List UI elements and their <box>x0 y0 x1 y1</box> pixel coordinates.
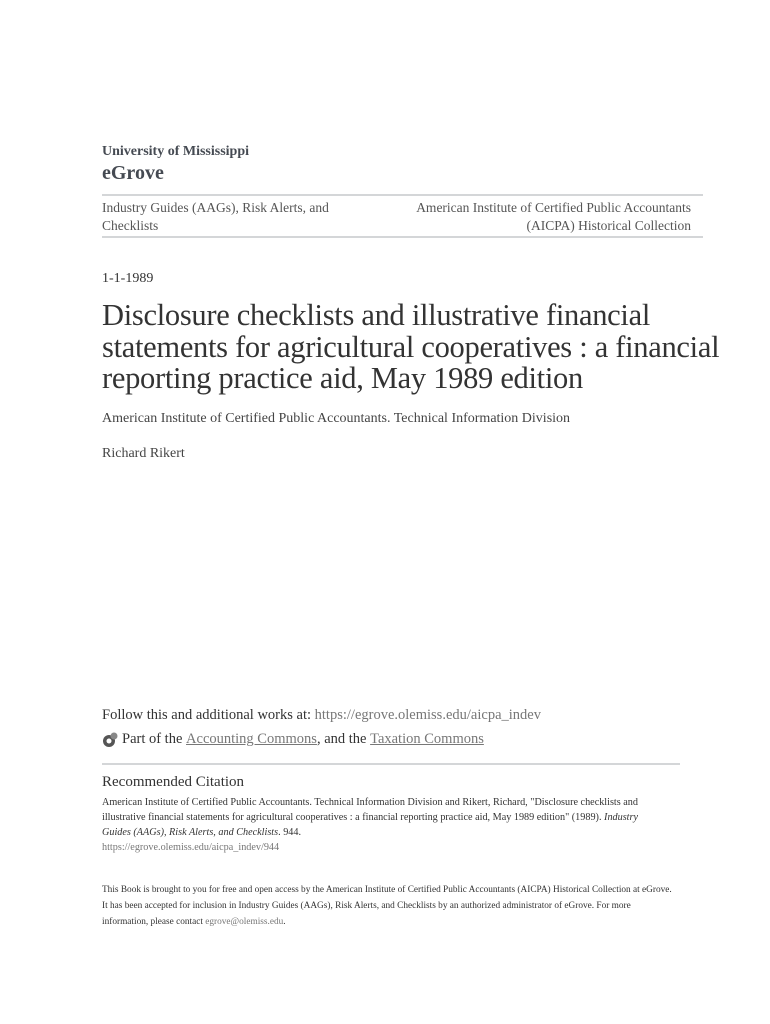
divider <box>102 763 680 765</box>
access-notice <box>102 882 672 930</box>
part-of-label: Part of the <box>122 731 187 747</box>
title-line: reporting practice aid, May 1989 edition <box>102 361 583 395</box>
breadcrumb-collection-line: (AICPA) Historical Collection <box>526 218 691 233</box>
author: Richard Rikert <box>102 446 185 461</box>
network-commons-icon <box>102 732 118 748</box>
follow-label: Follow this and additional works at: <box>102 707 315 723</box>
contact-email-link[interactable]: egrove@olemiss.edu <box>205 917 284 927</box>
and-the-label: , and the <box>316 731 371 747</box>
divider <box>102 236 703 238</box>
citation-series: Industry Guides (AAGs), Risk Alerts, and Checklists <box>102 812 639 838</box>
corporate-author: American Institute of Certified Public Accountants. Technical Information Division <box>102 411 571 426</box>
citation-number: . 944. <box>278 827 302 838</box>
document-title <box>102 300 722 395</box>
breadcrumb-collection-line: American Institute of Certified Public Accountants <box>416 200 691 215</box>
accounting-commons-link[interactable]: Accounting Commons <box>186 731 317 747</box>
repository-name[interactable]: eGrove <box>102 162 164 184</box>
breadcrumb-series-line: Checklists <box>102 218 159 233</box>
divider <box>102 194 703 196</box>
follow-link[interactable]: https://egrove.olemiss.edu/aicpa_indev <box>314 707 541 723</box>
title-line: statements for agricultural cooperatives : a financial <box>102 329 720 364</box>
citation-body: American Institute of Certified Public Accountants. Technical Information Division and Rikert, Richard, "Disclosure checklists and illustrative financial statements for agricultural cooperatives : a financial reporting practice aid, May 1989 edition" (1989). <box>102 797 638 823</box>
access-notice-text: This Book is brought to you for free and open access by the American Institute of Certified Public Accountants (AICPA) Historical Collection at eGrove. It has been accepted for inclusion in Industry Guides (AAGs), Risk Alerts, and Checklists by an authorized administrator of eGrove. For more information, please contact <box>102 885 672 927</box>
breadcrumb-collection[interactable] <box>416 199 691 235</box>
citation-text <box>102 795 662 855</box>
access-notice-end: . <box>283 917 286 927</box>
title-line: Disclosure checklists and illustrative financial <box>102 298 650 332</box>
taxation-commons-link[interactable]: Taxation Commons <box>370 731 484 747</box>
breadcrumb-series[interactable] <box>102 199 329 235</box>
institution-name: University of Mississippi <box>102 144 250 159</box>
follow-line <box>102 707 541 724</box>
publication-date: 1-1-1989 <box>102 271 154 286</box>
citation-heading: Recommended Citation <box>102 774 245 790</box>
citation-url-link[interactable]: https://egrove.olemiss.edu/aicpa_indev/944 <box>102 842 280 853</box>
part-of-line <box>102 731 484 748</box>
breadcrumb-series-line: Industry Guides (AAGs), Risk Alerts, and <box>102 200 329 215</box>
